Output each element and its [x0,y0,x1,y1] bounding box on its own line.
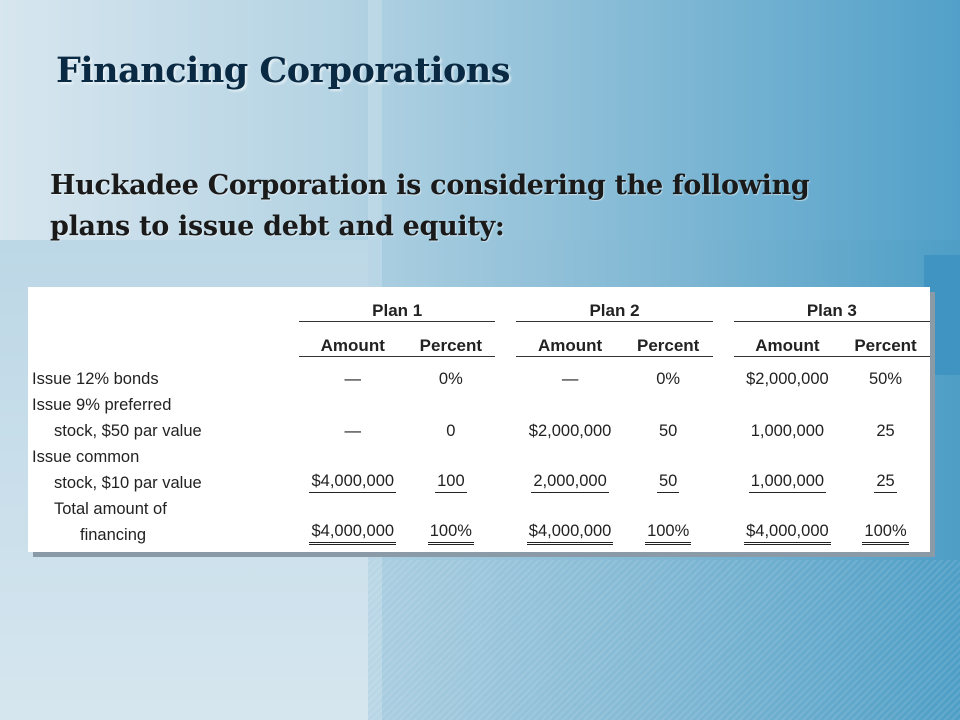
cell-value: 1,000,000 [749,472,826,493]
col-amount-1: Amount [299,322,406,357]
cell-value: 1,000,000 [750,422,825,440]
row-label: Issue 9% preferred [32,396,172,414]
table-row [32,415,930,441]
background-hatch [368,560,960,720]
row-label: financing [80,526,147,544]
row-label: Issue common [32,448,140,466]
slide-title: Financing Corporations [56,50,510,91]
col-percent-2: Percent [624,322,713,357]
cell-value: — [561,370,579,388]
cell-value: $2,000,000 [746,370,829,388]
col-amount-2: Amount [516,322,623,357]
table-row [32,493,930,519]
cell-value: $2,000,000 [528,422,612,440]
cell-value: 25 [874,472,896,493]
plan-header-row [32,293,930,322]
header-spacer [32,293,278,322]
financing-table-card [28,287,930,552]
financing-plans-table [32,293,930,545]
cell-value: 50 [657,472,679,493]
col-percent-3: Percent [841,322,930,357]
total-row [32,519,930,545]
table-row [32,357,930,389]
cell-value: 50% [869,370,903,388]
col-percent-1: Percent [406,322,495,357]
cell-value: — [344,422,362,440]
row-label: Total amount of [54,500,167,518]
table-row [32,441,930,467]
cell-value: 100% [645,522,691,545]
table-row [32,389,930,415]
cell-value: 2,000,000 [531,472,608,493]
cell-value: 25 [876,422,895,440]
cell-value: 0 [446,422,456,440]
cell-value: $4,000,000 [309,472,396,493]
cell-value: $4,000,000 [744,522,831,545]
table-row [32,467,930,493]
slide-subtitle: Huckadee Corporation is considering the following plans to issue debt and equity: [50,170,810,242]
cell-value: $4,000,000 [309,522,396,545]
column-header-row [32,322,930,357]
col-amount-3: Amount [734,322,841,357]
cell-value: 50 [658,422,678,440]
row-label: stock, $50 par value [54,422,202,440]
plan-2-header: Plan 2 [516,293,712,322]
cell-value: 100% [862,522,908,545]
row-label: stock, $10 par value [54,474,202,492]
cell-value: 100 [435,472,467,493]
cell-value: 0% [656,370,681,388]
cell-value: — [344,370,362,388]
plan-1-header: Plan 1 [299,293,495,322]
cell-value: $4,000,000 [527,522,614,545]
row-label: Issue 12% bonds [32,370,159,388]
plan-3-header: Plan 3 [734,293,930,322]
cell-value: 0% [438,370,463,388]
cell-value: 100% [428,522,474,545]
